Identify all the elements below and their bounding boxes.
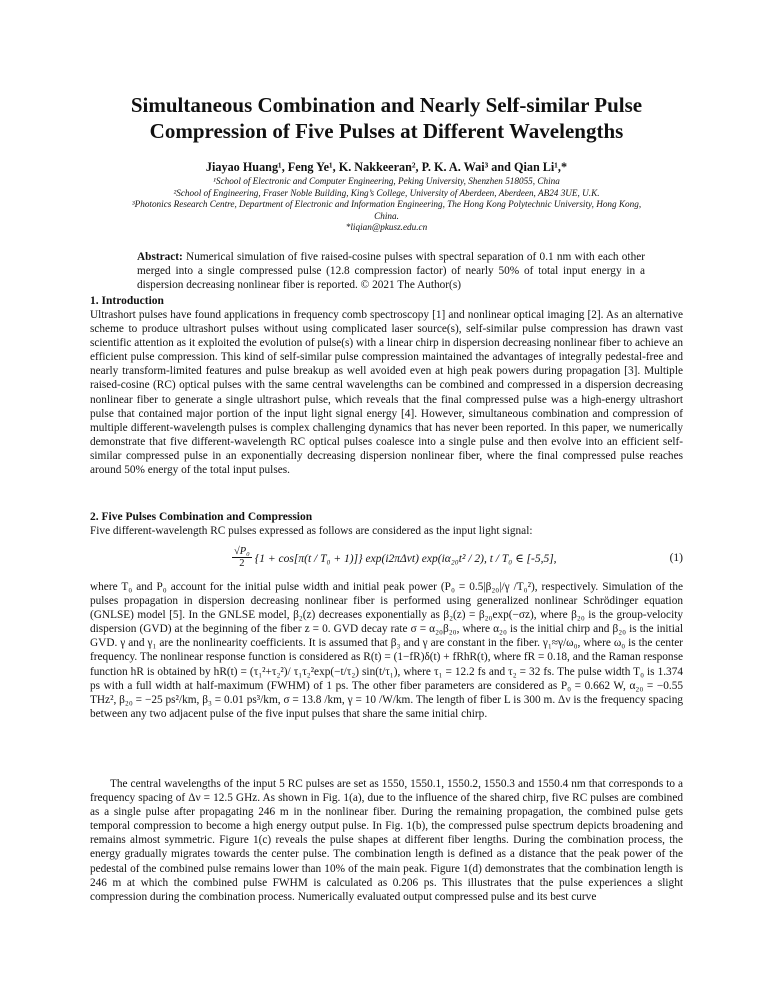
corresponding-email: *liqian@pkusz.edu.cn — [345, 222, 428, 232]
abstract-label: Abstract: — [137, 251, 183, 263]
affiliation-2: ²School of Engineering, Fraser Noble Building, King’s College, University of Aberdeen, Aberdeen, AB24 3UE, U.K. — [173, 187, 600, 198]
equation-fraction — [232, 546, 252, 569]
equation-body — [232, 546, 557, 569]
introduction-paragraph: Ultrashort pulses have found applications in frequency comb spectroscopy [1] and nonlinear optical imaging [2]. As an alternative scheme to produce ultrashort pulses without using complicated laser source(s), self-similar pulse compression has drawn vast scientific attention as it exploited the evolution of pulse(s) with a linear chirp in dispersion decreasing nonlinear fiber to achieve an efficient pulse compression. This kind of self-similar pulse compression maintained the advantages of integrally pedestal-free and nearly transform-limited features and pulse breakup as well avoided even at high peak powers during propagation [3]. Multiple raised-cosine (RC) optical pulses with the same central wavelengths can be combined and compressed in a dispersion decreasing nonlinear fiber to generate a single ultrashort pulse, which reveals that the final compressed pulse was a high-energy ultrashort pulse that contained major portion of the input light signal energy [4]. However, simultaneous combination and compression of multiple different-wavelength pulses is complex challenging dynamics that has never been reported. In this paper, we numerically demonstrate that five different-wavelength RC optical pulses coalesce into a single pulse and then evolve into an efficient self-similar compressed pulse in an exponentially decreasing dispersion nonlinear fiber, where the final compressed pulse reaches around 50% energy of the total input pulses. — [90, 309, 683, 477]
equation-1 — [90, 540, 683, 576]
paper-title — [60, 92, 713, 144]
equation-number: (1) — [669, 552, 683, 564]
title-line-1: Simultaneous Combination and Nearly Self-similar Pulse — [130, 93, 643, 117]
section-heading-combination: 2. Five Pulses Combination and Compression — [90, 511, 313, 523]
affiliation-1: ¹School of Electronic and Computer Engineering, Peking University, Shenzhen 518055, China — [213, 176, 560, 186]
author-list: Jiayao Huang¹, Feng Ye¹, K. Nakkeeran², P. K. A. Wai³ and Qian Li¹,* — [205, 160, 568, 174]
equation-expression: {1 + cos[π(t / T₀ + 1)]} exp(i2πΔνt) exp(iα₂₀t² / 2), t / T₀ ∈ [-5,5], — [254, 552, 557, 565]
equation-numerator: √P₀ — [234, 546, 250, 557]
equation-denominator: 2 — [239, 558, 245, 569]
section2-paragraph-2: The central wavelengths of the input 5 RC pulses are set as 1550, 1550.1, 1550.2, 1550.3 and 1550.4 nm that corresponds to a frequency spacing of Δν = 12.5 GHz. As shown in Fig. 1(a), due to the influence of the shared chirp, five RC pulses are combined as a single pulse after propagating 246 m in the nonlinear fiber. During the remaining propagation, the combined pulse gets temporal compression to become a high energy output pulse. In Fig. 1(b), the compressed pulse spectrum depicts broadening and remains almost symmetric. Figure 1(c) reveals the pulse shapes at different fiber lengths. During the combination process, the energy gradually migrates towards the center pulse. The combination length is defined as a distance that the peak power of the pedestal of the combined pulse remains lower than 10% of the main peak. Figure 1(d) demonstrates that the combination length is 246 m at which the combined pulse FWHM is calculated as 0.206 ps. This illustrates that the pulse experiences a slight compression during the combination process. Numerically evaluated output compressed pulse and its best curve — [90, 778, 683, 903]
abstract — [137, 250, 645, 292]
affiliation-3: ³Photonics Research Centre, Department of Electronic and Information Engineering, The Hong Kong Polytechnic University, Hong Kong, — [131, 199, 642, 209]
title-line-2: Compression of Five Pulses at Different Wavelengths — [149, 119, 624, 143]
section-heading-introduction: 1. Introduction — [90, 295, 164, 307]
section2-paragraph-1: where T₀ and P₀ account for the initial pulse width and initial peak power (P₀ = 0.5|β₂₀|/γ /T₀²), respectively. Simulation of the pulses propagation in dispersion decreasing nonlinear fiber is performed using generalized nonlinear Schrödinger equation (GNLSE) model [5]. In the GNLSE model, β₂(z) decreases exponentially as β₂(z) = β₂₀exp(−σz), where β₂₀ is the group-velocity dispersion (GVD) at the beginning of the fiber z = 0. GVD decay rate σ = α₂₀β₂₀, where α₂₀ is the initial chirp and β₂₀ is the initial GVD. γ and γ₁ are the nonlinearity coefficients. It is assumed that β₃ and γ are constant in the fiber. γ₁≈γ/ω₀, where ω₀ is the center frequency. The nonlinear response function is considered as R(t) = (1−fR)δ(t) + fRhR(t), where fR = 0.18, and the Raman response function hR is obtained by hR(t) = (τ₁²+τ₂²)/ τ₁τ₂²exp(−t/τ₂) sin(t/τ₁), where τ₁ = 12.2 fs and τ₂ = 32 fs. The pulse width T₀ is 1.374 ps with a full width at half-maximum (FWHM) of 1 ps. The other fiber parameters are considered as P₀ = 0.662 W, α₂₀ = −0.55 THz², β₂₀ = −25 ps²/km, β₃ = 0.01 ps³/km, σ = 13.8 /km, γ = 10 /W/km. The length of fiber L is 300 m. Δν is the frequency spacing between any two adjacent pulse of the five input pulses that share the same initial chirp. — [90, 581, 683, 720]
section2-intro: Five different-wavelength RC pulses expressed as follows are considered as the input light signal: — [90, 525, 533, 537]
affiliation-3-cont: China. — [374, 210, 399, 221]
abstract-text: Numerical simulation of five raised-cosine pulses with spectral separation of 0.1 nm with each other merged into a single compressed pulse (12.8 compression factor) of nearly 50% of total input energy in a dispersion decreasing nonlinear fiber is reported. © 2021 The Author(s) — [137, 251, 645, 292]
